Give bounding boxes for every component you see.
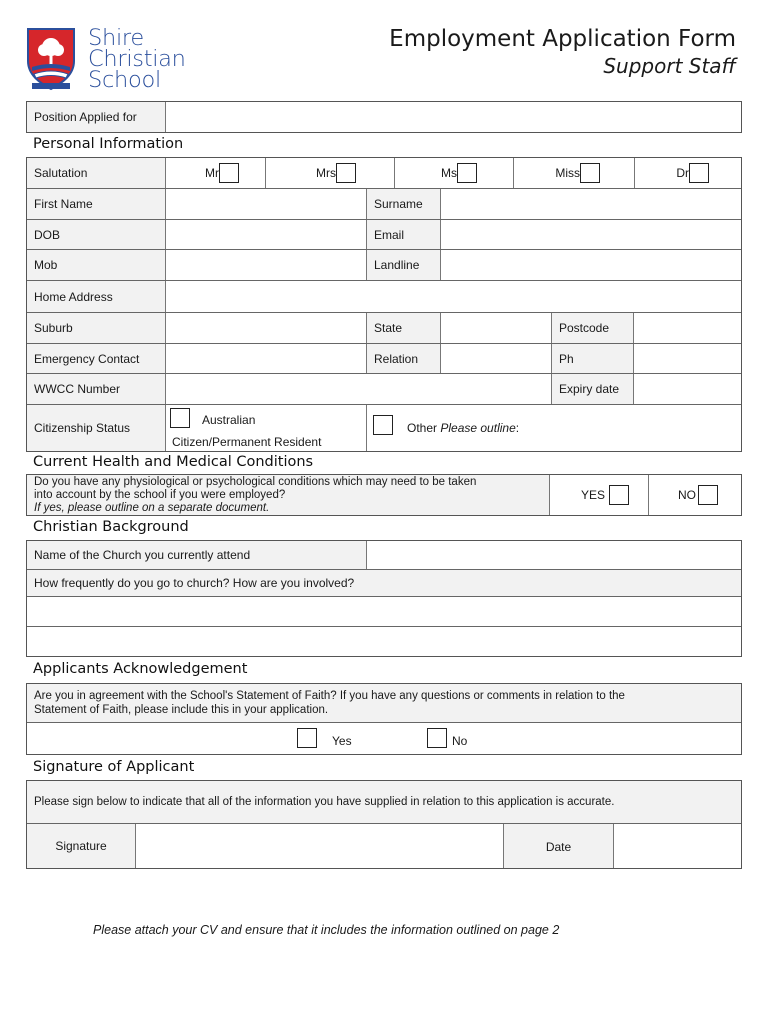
checkbox-dr[interactable] — [689, 163, 709, 183]
position-label: Position Applied for — [27, 102, 165, 132]
citizenship-label: Citizenship Status — [27, 405, 165, 451]
position-input[interactable] — [165, 102, 741, 132]
ack-table — [26, 683, 742, 755]
ack-question — [27, 684, 741, 722]
school-name — [88, 25, 186, 93]
other-label-text: Other — [407, 421, 441, 435]
salutation-miss-label: Miss — [555, 166, 580, 180]
emergency-row — [27, 344, 741, 374]
citizenship-australian[interactable] — [165, 405, 366, 451]
signature-input[interactable] — [135, 824, 503, 868]
first-name-input[interactable] — [165, 189, 366, 219]
expiry-input[interactable] — [633, 374, 741, 404]
home-address-input[interactable] — [165, 281, 741, 312]
salutation-ms-label: Ms — [441, 166, 457, 180]
dob-input[interactable] — [165, 220, 366, 249]
signature-heading: Signature of Applicant — [33, 759, 195, 775]
mob-label: Mob — [27, 250, 165, 280]
health-yes[interactable] — [549, 475, 648, 515]
ack-heading: Applicants Acknowledgement — [33, 661, 248, 677]
ack-question-line-2: Statement of Faith, please include this in your application. — [34, 704, 329, 716]
australian-label-line-2: Citizen/Permanent Resident — [172, 435, 322, 449]
health-table — [26, 474, 742, 516]
emergency-contact-label: Emergency Contact — [27, 344, 165, 373]
christian-table — [26, 540, 742, 657]
frequency-label: How frequently do you go to church? How are you involved? — [27, 570, 741, 596]
salutation-dr[interactable] — [634, 158, 741, 188]
salutation-mr[interactable] — [165, 158, 265, 188]
salutation-miss[interactable] — [513, 158, 634, 188]
church-row — [27, 541, 741, 570]
health-question — [27, 475, 549, 515]
frequency-answer-row-2[interactable] — [27, 627, 741, 656]
checkbox-health-yes[interactable] — [609, 485, 629, 505]
home-address-label: Home Address — [27, 281, 165, 312]
health-question-line-2: into account by the school if you were employed? — [34, 489, 286, 501]
australian-label-line-1: Australian — [202, 413, 256, 427]
landline-label: Landline — [366, 250, 440, 280]
checkbox-mr[interactable] — [219, 163, 239, 183]
postcode-input[interactable] — [633, 313, 741, 343]
school-name-line-2: Christian — [88, 46, 186, 72]
phone-row — [27, 250, 741, 281]
christian-heading: Christian Background — [33, 519, 189, 535]
mob-input[interactable] — [165, 250, 366, 280]
wwcc-input[interactable] — [165, 374, 551, 404]
date-input[interactable] — [613, 824, 741, 868]
checkbox-miss[interactable] — [580, 163, 600, 183]
first-name-label: First Name — [27, 189, 165, 219]
health-no[interactable] — [648, 475, 741, 515]
school-name-line-3: School — [88, 67, 161, 93]
emergency-contact-input[interactable] — [165, 344, 366, 373]
checkbox-health-no[interactable] — [698, 485, 718, 505]
suburb-row — [27, 313, 741, 344]
salutation-dr-label: Dr — [676, 166, 689, 180]
ph-label: Ph — [551, 344, 633, 373]
personal-heading: Personal Information — [33, 136, 184, 152]
other-label-italic: Please outline — [440, 421, 516, 435]
health-yes-label: YES — [580, 488, 605, 502]
landline-input[interactable] — [440, 250, 741, 280]
form-title: Employment Application Form — [389, 26, 736, 52]
surname-label: Surname — [366, 189, 440, 219]
other-label — [407, 421, 519, 435]
checkbox-mrs[interactable] — [336, 163, 356, 183]
signature-field-row — [27, 824, 741, 868]
personal-table — [26, 157, 742, 452]
frequency-answer-row-1[interactable] — [27, 597, 741, 627]
other-label-colon: : — [515, 421, 520, 435]
ack-yes-label: Yes — [332, 734, 352, 748]
suburb-input[interactable] — [165, 313, 366, 343]
checkbox-ack-yes[interactable] — [297, 728, 317, 748]
dob-label: DOB — [27, 220, 165, 249]
school-name-line-1: Shire — [88, 25, 144, 51]
salutation-mrs[interactable] — [265, 158, 394, 188]
salutation-ms[interactable] — [394, 158, 513, 188]
frequency-row — [27, 570, 741, 597]
checkbox-ms[interactable] — [457, 163, 477, 183]
email-label: Email — [366, 220, 440, 249]
salutation-mrs-label: Mrs — [316, 166, 336, 180]
salutation-mr-label: Mr — [205, 166, 219, 180]
signature-table — [26, 780, 742, 869]
email-input[interactable] — [440, 220, 741, 249]
checkbox-other[interactable] — [373, 415, 393, 435]
health-no-label: NO — [678, 488, 696, 502]
citizenship-row — [27, 405, 741, 451]
health-question-note: If yes, please outline on a separate document. — [34, 502, 270, 514]
church-label: Name of the Church you currently attend — [27, 541, 366, 569]
form-title-block — [389, 26, 736, 78]
address-row — [27, 281, 741, 313]
name-row — [27, 189, 741, 220]
footer-note: Please attach your CV and ensure that it includes the information outlined on page 2 — [93, 923, 560, 937]
state-input[interactable] — [440, 313, 551, 343]
citizenship-other[interactable] — [366, 405, 741, 451]
wwcc-label: WWCC Number — [27, 374, 165, 404]
ack-question-line-1: Are you in agreement with the School's Statement of Faith? If you have any questions or comments in relation to the — [34, 690, 625, 702]
surname-input[interactable] — [440, 189, 741, 219]
dob-row — [27, 220, 741, 250]
checkbox-ack-no[interactable] — [427, 728, 447, 748]
ack-question-row — [27, 684, 741, 723]
signature-instruction: Please sign below to indicate that all of the information you have supplied in relation to this application is accurate. — [27, 781, 741, 823]
ack-answer-row — [27, 723, 741, 754]
form-subtitle: Support Staff — [603, 54, 736, 78]
relation-label: Relation — [366, 344, 440, 373]
position-table — [26, 101, 742, 133]
salutation-row — [27, 158, 741, 189]
ph-input[interactable] — [633, 344, 741, 373]
postcode-label: Postcode — [551, 313, 633, 343]
relation-input[interactable] — [440, 344, 551, 373]
suburb-label: Suburb — [27, 313, 165, 343]
signature-instruction-row — [27, 781, 741, 824]
salutation-label: Salutation — [27, 158, 165, 188]
ack-no-label: No — [452, 734, 468, 748]
expiry-label: Expiry date — [551, 374, 633, 404]
signature-label: Signature — [27, 824, 135, 868]
health-heading: Current Health and Medical Conditions — [33, 454, 314, 470]
state-label: State — [366, 313, 440, 343]
school-crest-icon — [26, 27, 76, 93]
date-label: Date — [503, 824, 613, 868]
church-input[interactable] — [366, 541, 741, 569]
checkbox-australian[interactable] — [170, 408, 190, 428]
health-question-line-1: Do you have any physiological or psychological conditions which may need to be taken — [34, 476, 477, 488]
wwcc-row — [27, 374, 741, 405]
